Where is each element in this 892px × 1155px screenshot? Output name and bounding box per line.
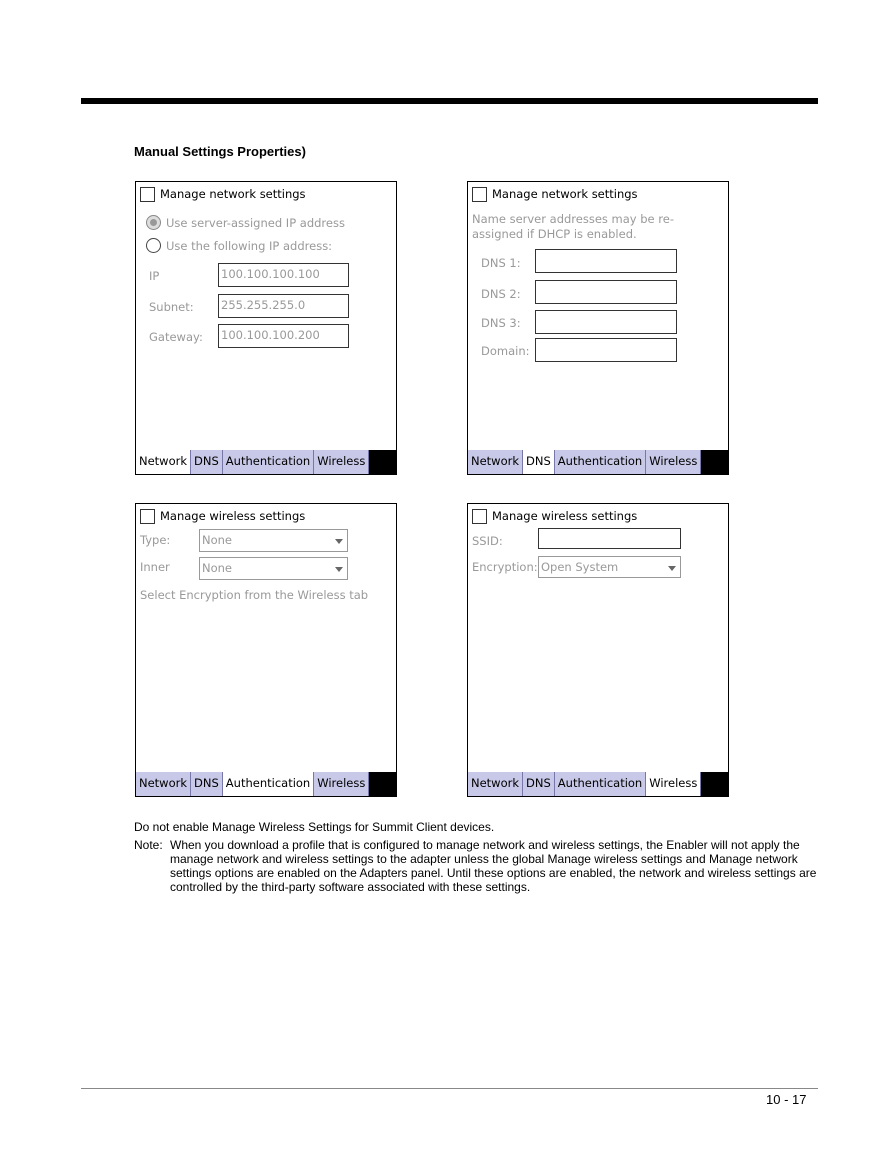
manage-wireless-checkbox[interactable]: [472, 509, 487, 524]
inner-dropdown[interactable]: [199, 557, 348, 580]
type-dropdown[interactable]: [199, 529, 348, 552]
tab-wireless[interactable]: Wireless: [314, 772, 369, 796]
manage-wireless-label: Manage wireless settings: [160, 509, 306, 523]
manage-network-checkbox[interactable]: [140, 187, 155, 202]
tab-wireless[interactable]: Wireless: [646, 450, 701, 474]
ssid-field[interactable]: [538, 528, 681, 549]
tab-network[interactable]: Network: [468, 772, 523, 796]
gateway-field[interactable]: 100.100.100.200: [218, 324, 349, 348]
tab-bar: [136, 450, 396, 474]
domain-field[interactable]: [535, 338, 677, 362]
tab-dns[interactable]: DNS: [523, 450, 555, 474]
encryption-label: Encryption:: [472, 560, 538, 574]
tab-network[interactable]: Network: [468, 450, 523, 474]
manage-wireless-label: Manage wireless settings: [492, 509, 638, 523]
dns3-label: DNS 3:: [481, 316, 521, 330]
subnet-field[interactable]: 255.255.255.0: [218, 294, 349, 318]
tab-wireless[interactable]: Wireless: [646, 772, 701, 796]
manage-network-checkbox[interactable]: [472, 187, 487, 202]
inner-label: Inner: [140, 560, 170, 574]
tab-dns[interactable]: DNS: [191, 450, 223, 474]
encryption-dropdown[interactable]: [538, 556, 681, 578]
tab-authentication[interactable]: Authentication: [555, 450, 646, 474]
tab-bar: [468, 772, 728, 796]
tab-dns[interactable]: DNS: [191, 772, 223, 796]
top-rule: [81, 98, 818, 104]
following-ip-label: Use the following IP address:: [166, 239, 333, 253]
dns-panel: [467, 181, 729, 475]
page-number: 10 - 17: [766, 1092, 807, 1107]
tab-authentication[interactable]: Authentication: [223, 450, 314, 474]
dns-info-line1: Name server addresses may be re-: [472, 212, 674, 226]
body-text: Do not enable Manage Wireless Settings for Summit Client devices.: [134, 820, 495, 834]
encryption-hint: Select Encryption from the Wireless tab: [140, 588, 369, 602]
type-value: None: [202, 533, 233, 547]
note: [134, 838, 824, 894]
type-label: Type:: [140, 533, 171, 547]
server-assigned-label: Use server-assigned IP address: [166, 216, 345, 230]
chevron-down-icon: [668, 566, 676, 571]
server-assigned-radio[interactable]: [146, 215, 161, 230]
domain-label: Domain:: [481, 344, 530, 358]
bottom-rule: [81, 1088, 818, 1089]
tab-network[interactable]: Network: [136, 772, 191, 796]
dns1-field[interactable]: [535, 249, 677, 273]
manage-wireless-checkbox[interactable]: [140, 509, 155, 524]
tab-dns[interactable]: DNS: [523, 772, 555, 796]
dns-info-line2: assigned if DHCP is enabled.: [472, 227, 637, 241]
tab-bar: [136, 772, 396, 796]
subnet-label: Subnet:: [149, 300, 194, 314]
following-ip-radio[interactable]: [146, 238, 161, 253]
tab-network[interactable]: Network: [136, 450, 191, 474]
encryption-value: Open System: [541, 560, 619, 574]
dns1-label: DNS 1:: [481, 256, 521, 270]
authentication-panel: [135, 503, 397, 797]
ssid-label: SSID:: [472, 534, 503, 548]
section-heading: Manual Settings Properties): [134, 144, 306, 159]
note-text: When you download a profile that is configured to manage network and wireless settings, the Enabler will not apply the manage network and wireless settings to the adapter unless the global Manage wireless settings and Manage network settings options are enabled on the Adapters panel. Until these options are enabled, the network and wireless settings are controlled by the third-party software associated with these settings.: [170, 838, 817, 894]
dns2-field[interactable]: [535, 280, 677, 304]
wireless-panel: [467, 503, 729, 797]
manage-network-label: Manage network settings: [492, 187, 638, 201]
gateway-label: Gateway:: [149, 330, 203, 344]
chevron-down-icon: [335, 539, 343, 544]
network-panel: [135, 181, 397, 475]
ip-field[interactable]: 100.100.100.100: [218, 263, 349, 287]
tab-authentication[interactable]: Authentication: [555, 772, 646, 796]
tab-bar: [468, 450, 728, 474]
dns3-field[interactable]: [535, 310, 677, 334]
dns2-label: DNS 2:: [481, 287, 521, 301]
tab-authentication[interactable]: Authentication: [223, 772, 314, 796]
note-label: Note:: [134, 838, 163, 852]
ip-label: IP: [149, 269, 160, 283]
chevron-down-icon: [335, 567, 343, 572]
manage-network-label: Manage network settings: [160, 187, 306, 201]
tab-wireless[interactable]: Wireless: [314, 450, 369, 474]
inner-value: None: [202, 561, 233, 575]
